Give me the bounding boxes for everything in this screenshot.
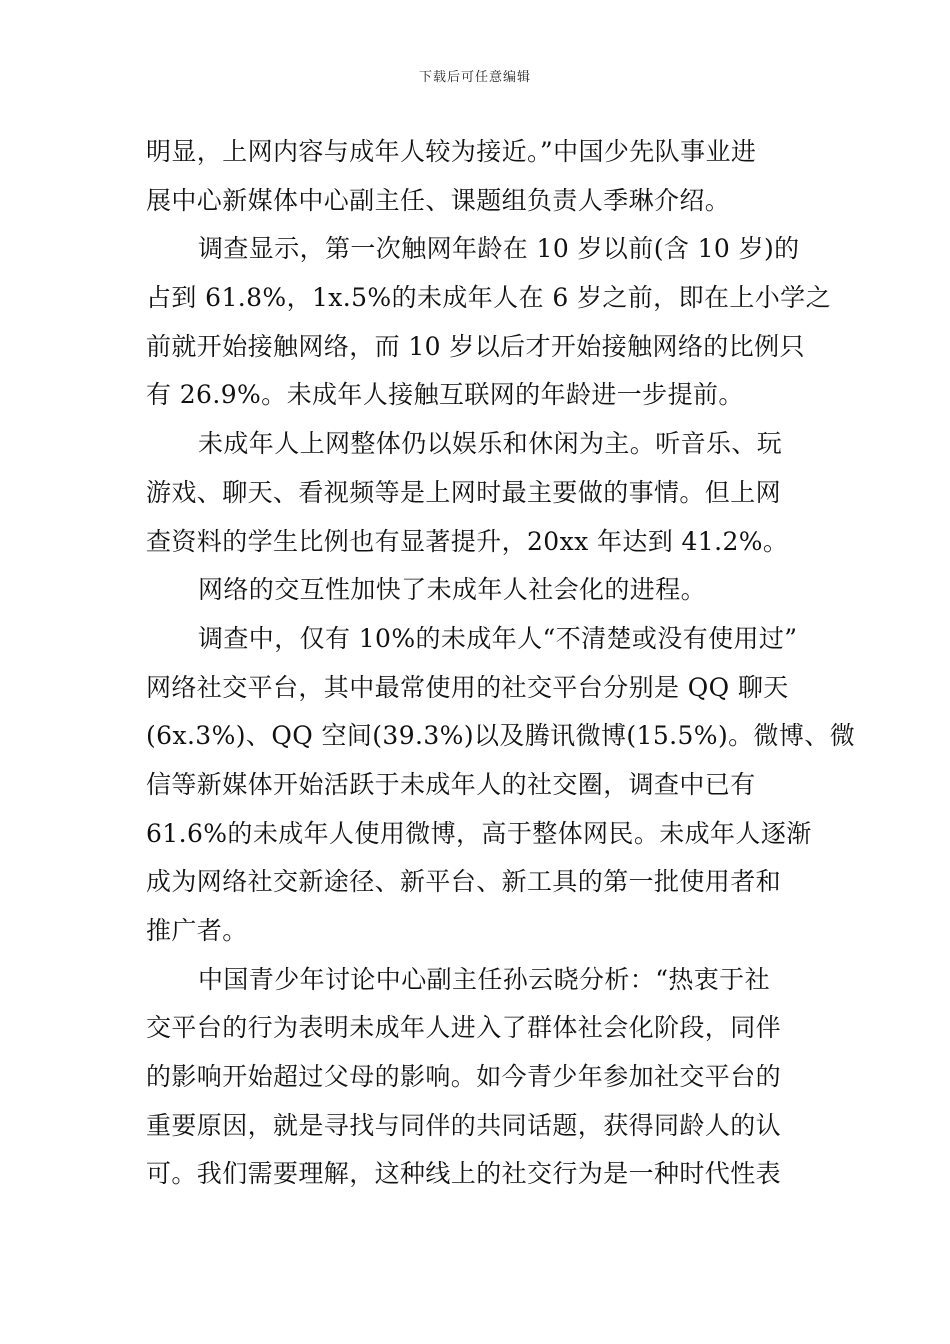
- text-line: 中国青少年讨论中心副主任孙云晓分析：“热衷于社: [198, 964, 770, 994]
- text-line: 占到 61.8%，1x.5%的未成年人在 6 岁之前，即在上小学之: [146, 283, 831, 313]
- text-line: 前就开始接触网络，而 10 岁以后才开始接触网络的比例只: [146, 331, 805, 361]
- text-line: 未成年人上网整体仍以娱乐和休闲为主。听音乐、玩: [198, 429, 783, 459]
- text-line: 信等新媒体开始活跃于未成年人的社交圈，调查中已有: [146, 769, 756, 799]
- text-line: 游戏、聊天、看视频等是上网时最主要做的事情。但上网: [146, 477, 782, 507]
- text-line: 网络社交平台，其中最常使用的社交平台分别是 QQ 聊天: [146, 672, 789, 702]
- text-line: 调查中，仅有 10%的未成年人“不清楚或没有使用过”: [198, 623, 798, 653]
- text-line: 成为网络社交新途径、新平台、新工具的第一批使用者和: [146, 867, 782, 897]
- page-header: 下载后可任意编辑: [418, 70, 531, 85]
- body-text: [146, 128, 856, 1199]
- text-line: 可。我们需要理解，这种线上的社交行为是一种时代性表: [146, 1159, 782, 1189]
- text-line: 查资料的学生比例也有显著提升，20xx 年达到 41.2%。: [146, 526, 789, 556]
- text-line: 重要原因，就是寻找与同伴的共同话题，获得同龄人的认: [146, 1110, 782, 1140]
- text-line: 展中心新媒体中心副主任、课题组负责人季琳介绍。: [146, 185, 731, 215]
- text-line: 61.6%的未成年人使用微博，高于整体网民。未成年人逐渐: [146, 818, 812, 848]
- text-line: (6x.3%)、QQ 空间(39.3%)以及腾讯微博(15.5%)。微博、微: [146, 721, 856, 751]
- text-line: 推广者。: [146, 916, 248, 945]
- text-line: 调查显示，第一次触网年龄在 10 岁以前(含 10 岁)的: [198, 234, 800, 264]
- text-line: 的影响开始超过父母的影响。如今青少年参加社交平台的: [146, 1062, 782, 1092]
- text-line: 网络的交互性加快了未成年人社会化的进程。: [198, 575, 707, 605]
- text-line: 明显，上网内容与成年人较为接近。”中国少先队事业进: [146, 137, 757, 166]
- text-line: 有 26.9%。未成年人接触互联网的年龄进一步提前。: [146, 380, 744, 410]
- text-line: 交平台的行为表明未成年人进入了群体社会化阶段，同伴: [146, 1013, 782, 1043]
